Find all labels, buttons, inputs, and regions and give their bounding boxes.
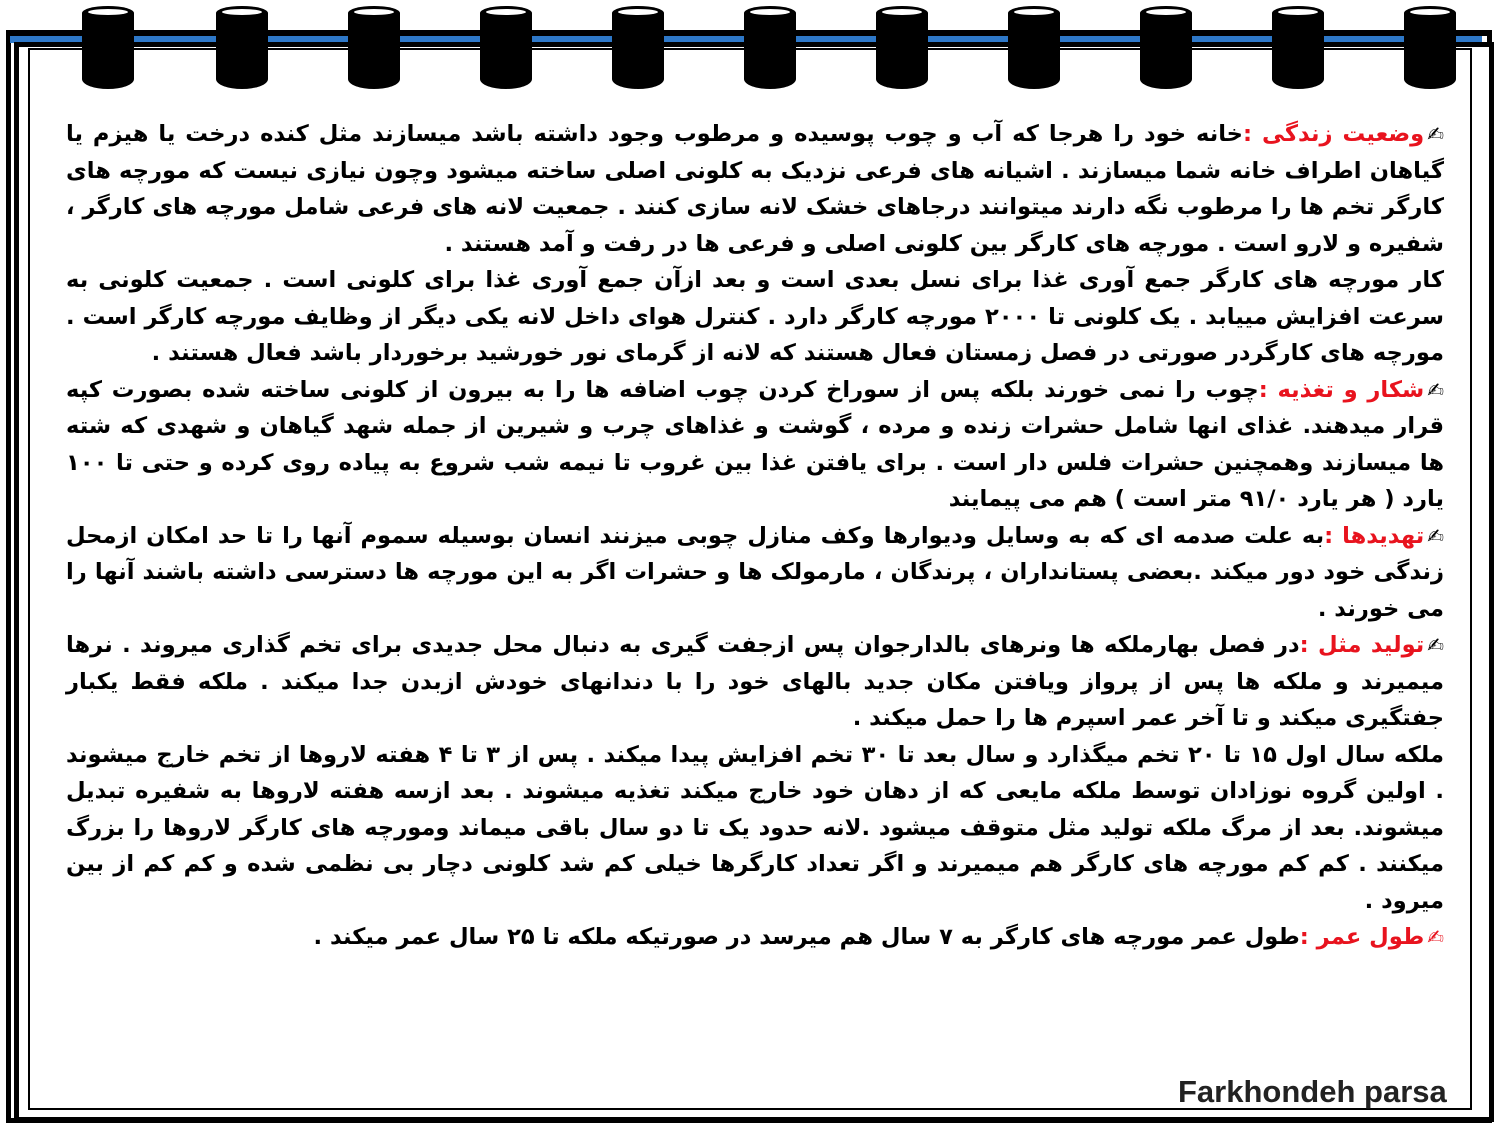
- section-heading: طول عمر :: [1299, 924, 1425, 950]
- article-text: [66, 116, 1444, 956]
- writing-hand-icon: ✍: [1427, 122, 1444, 146]
- binder-ring-icon: [744, 6, 796, 94]
- writing-hand-icon: ✍: [1427, 925, 1444, 949]
- spiral-binding: [0, 0, 1502, 96]
- section-body: خانه خود را هرجا که آب و چوب پوسیده و مرطوب وجود داشته باشد میسازند مثل کنده درخت یا هیزم یا گیاهان اطراف خانه شما میسازند . اشیانه های فرعی نزدیک به کلونی اصلی ساخته میشود وچون نیازی نیست که مورچه های کارگر تخم ها را مرطوب نگه دارند میتوانند درجاهای خشک لانه سازی کنند . جمعیت لانه های فرعی شامل مورچه های کارگر ، شفیره و لارو است . مورچه های کارگر بین کلونی اصلی و فرعی ها در رفت و آمد هستند .: [66, 121, 1444, 257]
- binder-ring-icon: [1140, 6, 1192, 94]
- binder-ring-icon: [876, 6, 928, 94]
- binder-ring-icon: [480, 6, 532, 94]
- section-workers: [66, 262, 1444, 372]
- binder-ring-icon: [216, 6, 268, 94]
- writing-hand-icon: ✍: [1427, 523, 1444, 548]
- section-heading: شکار و تغذیه :: [1258, 376, 1425, 403]
- section-body: ملکه سال اول ۱۵ تا ۲۰ تخم میگذارد و سال بعد تا ۳۰ تخم افزایش پیدا میکند . پس از ۳ تا ۴ هفته لاروها از تخم خارج میشوند . اولین گروه نوزادان توسط ملکه مایعی که از دهان خود خارج میکند تغذیه میشوند . بعد ازسه هفته لاروها به شفیره تبدیل میشوند. بعد از مرگ ملکه تولید مثل متوقف میشود .لانه حدود یک تا دو سال باقی میماند ومورچه های کارگر لاروها را بزرگ میکنند . کم کم مورچه های کارگر هم میمیرند و اگر تعداد کارگرها خیلی کم شد کلونی دچار بی نظمی شده و کم کم از بین میرود .: [66, 741, 1445, 914]
- section-heading: تولید مثل :: [1299, 632, 1425, 658]
- binder-ring-icon: [1008, 6, 1060, 94]
- binder-ring-icon: [348, 6, 400, 94]
- section-threats: [66, 518, 1444, 628]
- section-hunting-feeding: [66, 372, 1444, 518]
- writing-hand-icon: ✍: [1427, 633, 1444, 657]
- section-living-conditions: [66, 116, 1444, 262]
- binder-ring-icon: [612, 6, 664, 94]
- section-body: چوب را نمی خورند بلکه پس از سوراخ کردن چوب اضافه ها را به بیرون از کلونی ساخته شده بصورت کپه قرار میدهند. غذای انها شامل حشرات زنده و مرده ، گوشت و غذاهای چرب و شیرین از جمله شهد گیاهان و شهدی که شته ها میسازند وهمچنین حشرات فلس دار است . برای یافتن غذا بین غروب تا نیمه شب شروع به پیاده روی کرده و حتی تا ۱۰۰ یارد ( هر یارد ۹۱/۰ متر است ) هم می پیمایند: [66, 376, 1444, 512]
- binder-ring-icon: [82, 6, 134, 94]
- binder-ring-icon: [1404, 6, 1456, 94]
- section-heading: تهدیدها :: [1324, 522, 1425, 549]
- section-body: کار مورچه های کارگر جمع آوری غذا برای نسل بعدی است و بعد ازآن جمع آوری غذا برای کلونی است . جمعیت کلونی به سرعت افزایش مییابد . یک کلونی تا ۲۰۰۰ مورچه کارگر دارد . کنترل هوای داخل لانه یکی دیگر از وظایف مورچه کارگر است . مورچه های کارگردر صورتی در فصل زمستان فعال هستند که لانه از گرمای نور خورشید برخوردار باشد فعال هستند .: [66, 267, 1445, 366]
- section-body: طول عمر مورچه های کارگر به ۷ سال هم میرسد در صورتیکه ملکه تا ۲۵ سال عمر میکند .: [313, 924, 1300, 950]
- section-body: در فصل بهارملکه ها ونرهای بالدارجوان پس ازجفت گیری به دنبال محل جدیدی برای تخم گذاری میروند . نرها میمیرند و ملکه ها پس از پرواز ویافتن مکان جدید بالهای خود را با دندانهای خودش ازبدن جدا میکند . ملکه فقط یکبار جفتگیری میکند و تا آخر عمر اسپرم ها را حمل میکند .: [66, 632, 1444, 731]
- section-heading: وضعیت زندگی :: [1242, 121, 1425, 147]
- author-signature: Farkhondeh parsa: [1178, 1074, 1447, 1109]
- section-reproduction: [66, 627, 1444, 737]
- binder-ring-icon: [1272, 6, 1324, 94]
- writing-hand-icon: ✍: [1427, 377, 1445, 402]
- section-lifespan: [66, 919, 1444, 956]
- section-body: به علت صدمه ای که به وسایل ودیوارها وکف منازل چوبی میزنند انسان بوسیله سموم آنها را تا حد امکان ازمحل زندگی خود دور میکند .بعضی پستانداران ، پرندگان ، مارمولک ها و حشرات اگر به این مورچه ها دسترسی داشته باشند آنها را می خورند .: [66, 522, 1444, 622]
- section-queen-eggs: [66, 737, 1444, 920]
